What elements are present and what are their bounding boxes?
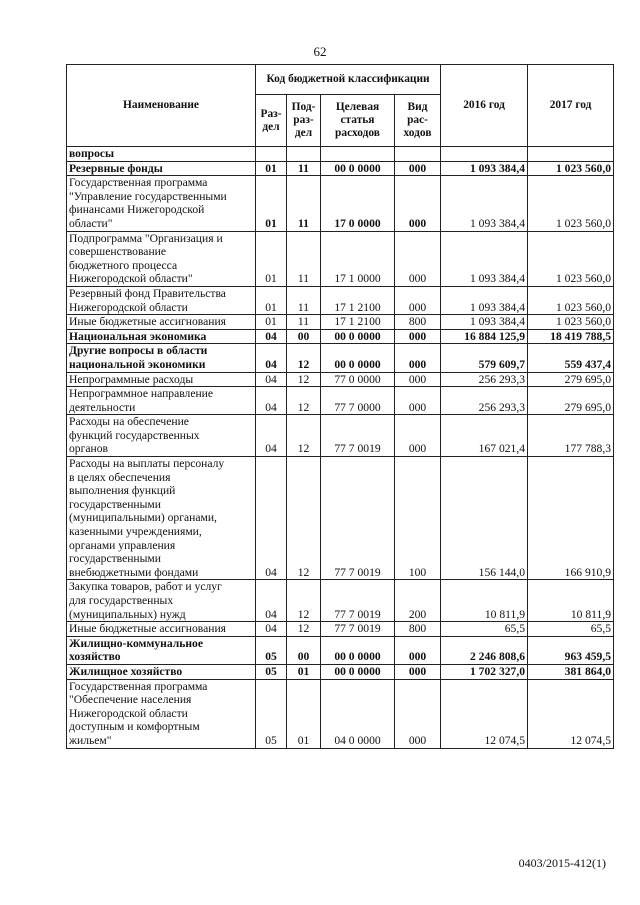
cell-2017: 12 074,5	[528, 679, 614, 748]
cell-2017: 10 811,9	[528, 580, 614, 622]
cell-2017: 177 788,3	[528, 415, 614, 457]
cell-name: Резервные фонды	[67, 161, 256, 176]
cell-podrazdel: 12	[287, 372, 321, 387]
cell-vid: 000	[395, 679, 441, 748]
cell-podrazdel: 11	[287, 315, 321, 330]
cell-name: Иные бюджетные ассигнования	[67, 622, 256, 637]
cell-2016: 65,5	[441, 622, 528, 637]
cell-2016: 167 021,4	[441, 415, 528, 457]
cell-2016: 579 609,7	[441, 344, 528, 372]
table-row	[67, 315, 614, 330]
cell-2017	[528, 147, 614, 162]
cell-2017: 18 419 788,5	[528, 329, 614, 344]
cell-razdel: 05	[256, 636, 287, 664]
cell-podrazdel: 12	[287, 622, 321, 637]
cell-razdel: 04	[256, 372, 287, 387]
cell-razdel: 01	[256, 231, 287, 286]
cell-target	[321, 147, 395, 162]
cell-vid: 800	[395, 622, 441, 637]
table-row	[67, 387, 614, 415]
cell-name: Жилищно-коммунальное хозяйство	[67, 636, 256, 664]
cell-razdel: 04	[256, 415, 287, 457]
cell-podrazdel: 12	[287, 415, 321, 457]
cell-podrazdel: 12	[287, 387, 321, 415]
cell-podrazdel	[287, 147, 321, 162]
cell-name: Расходы на обеспечение функций государственных органов	[67, 415, 256, 457]
cell-target: 04 0 0000	[321, 679, 395, 748]
table-row	[67, 415, 614, 457]
cell-podrazdel: 12	[287, 580, 321, 622]
cell-2017: 1 023 560,0	[528, 315, 614, 330]
cell-vid: 800	[395, 315, 441, 330]
cell-podrazdel: 12	[287, 344, 321, 372]
header-2016: 2016 год	[441, 65, 528, 147]
cell-target: 77 7 0019	[321, 415, 395, 457]
cell-podrazdel: 11	[287, 231, 321, 286]
cell-razdel: 04	[256, 344, 287, 372]
cell-target: 00 0 0000	[321, 329, 395, 344]
cell-vid: 000	[395, 636, 441, 664]
cell-name: Закупка товаров, работ и услуг для государственных (муниципальных) нужд	[67, 580, 256, 622]
cell-podrazdel: 11	[287, 176, 321, 231]
cell-name: Резервный фонд Правительства Нижегородской области	[67, 286, 256, 314]
cell-2017: 559 437,4	[528, 344, 614, 372]
cell-2017: 65,5	[528, 622, 614, 637]
cell-vid: 000	[395, 231, 441, 286]
cell-target: 77 7 0019	[321, 622, 395, 637]
cell-vid: 000	[395, 415, 441, 457]
cell-2017: 279 695,0	[528, 387, 614, 415]
cell-name: Другие вопросы в области национальной экономики	[67, 344, 256, 372]
cell-2017: 1 023 560,0	[528, 231, 614, 286]
table-row	[67, 636, 614, 664]
cell-razdel: 04	[256, 387, 287, 415]
cell-podrazdel: 00	[287, 636, 321, 664]
cell-2016: 1 093 384,4	[441, 231, 528, 286]
header-podrazdel: Под- раз- дел	[287, 95, 321, 147]
cell-name: Государственная программа "Обеспечение населения Нижегородской области доступным и комфортным жильем"	[67, 679, 256, 748]
cell-name: Государственная программа "Управление государственными финансами Нижегородской области"	[67, 176, 256, 231]
cell-2017: 1 023 560,0	[528, 286, 614, 314]
cell-vid: 000	[395, 286, 441, 314]
cell-target: 00 0 0000	[321, 161, 395, 176]
cell-2016: 2 246 808,6	[441, 636, 528, 664]
cell-razdel: 04	[256, 580, 287, 622]
table-row	[67, 679, 614, 748]
cell-target: 77 7 0019	[321, 457, 395, 580]
cell-razdel: 04	[256, 622, 287, 637]
header-name: Наименование	[67, 65, 256, 147]
cell-2016: 1 093 384,4	[441, 315, 528, 330]
cell-target: 17 1 0000	[321, 231, 395, 286]
cell-2017: 166 910,9	[528, 457, 614, 580]
cell-vid	[395, 147, 441, 162]
cell-podrazdel: 01	[287, 679, 321, 748]
table-row	[67, 176, 614, 231]
cell-target: 77 0 0000	[321, 372, 395, 387]
cell-name: Расходы на выплаты персоналу в целях обеспечения выполнения функций государственными (муниципальными) органами, казенными учреждениями, органами управления государственными внебюджетными фондами	[67, 457, 256, 580]
cell-razdel: 01	[256, 161, 287, 176]
cell-razdel: 05	[256, 679, 287, 748]
cell-name: Национальная экономика	[67, 329, 256, 344]
cell-2016: 12 074,5	[441, 679, 528, 748]
cell-podrazdel: 01	[287, 664, 321, 679]
table-row	[67, 231, 614, 286]
cell-2016: 156 144,0	[441, 457, 528, 580]
header-code-group: Код бюджетной классификации	[256, 65, 441, 95]
cell-2017: 1 023 560,0	[528, 176, 614, 231]
cell-podrazdel: 12	[287, 457, 321, 580]
header-target: Целевая статья расходов	[321, 95, 395, 147]
cell-target: 77 7 0019	[321, 580, 395, 622]
cell-podrazdel: 11	[287, 161, 321, 176]
cell-vid: 000	[395, 664, 441, 679]
cell-target: 17 1 2100	[321, 286, 395, 314]
cell-vid: 200	[395, 580, 441, 622]
table-row	[67, 344, 614, 372]
cell-razdel: 04	[256, 457, 287, 580]
cell-razdel: 01	[256, 286, 287, 314]
cell-2016: 16 884 125,9	[441, 329, 528, 344]
table-row	[67, 329, 614, 344]
cell-2016: 1 702 327,0	[441, 664, 528, 679]
table-row	[67, 664, 614, 679]
cell-2017: 963 459,5	[528, 636, 614, 664]
cell-2016: 1 093 384,4	[441, 161, 528, 176]
cell-target: 00 0 0000	[321, 344, 395, 372]
document-code: 0403/2015-412(1)	[518, 856, 606, 870]
cell-razdel	[256, 147, 287, 162]
cell-vid: 000	[395, 161, 441, 176]
cell-razdel: 04	[256, 329, 287, 344]
cell-2016: 256 293,3	[441, 372, 528, 387]
cell-vid: 000	[395, 387, 441, 415]
page-number: 62	[313, 44, 327, 59]
cell-target: 17 1 2100	[321, 315, 395, 330]
cell-name: Жилищное хозяйство	[67, 664, 256, 679]
table-row	[67, 161, 614, 176]
table-row	[67, 580, 614, 622]
table-body	[67, 147, 614, 749]
cell-2017: 1 023 560,0	[528, 161, 614, 176]
cell-target: 00 0 0000	[321, 664, 395, 679]
cell-2016	[441, 147, 528, 162]
header-razdel: Раз- дел	[256, 95, 287, 147]
table-row	[67, 622, 614, 637]
budget-table	[66, 64, 614, 749]
cell-name: Непрограммные расходы	[67, 372, 256, 387]
cell-2016: 1 093 384,4	[441, 176, 528, 231]
cell-2016: 256 293,3	[441, 387, 528, 415]
cell-name: Непрограммное направление деятельности	[67, 387, 256, 415]
cell-2017: 279 695,0	[528, 372, 614, 387]
cell-vid: 000	[395, 344, 441, 372]
table-row	[67, 286, 614, 314]
cell-target: 77 7 0000	[321, 387, 395, 415]
table-row	[67, 147, 614, 162]
cell-razdel: 01	[256, 315, 287, 330]
cell-2016: 1 093 384,4	[441, 286, 528, 314]
cell-2017: 381 864,0	[528, 664, 614, 679]
cell-vid: 000	[395, 176, 441, 231]
cell-podrazdel: 00	[287, 329, 321, 344]
cell-target: 00 0 0000	[321, 636, 395, 664]
cell-name: Иные бюджетные ассигнования	[67, 315, 256, 330]
cell-vid: 000	[395, 372, 441, 387]
cell-vid: 000	[395, 329, 441, 344]
cell-vid: 100	[395, 457, 441, 580]
header-2017: 2017 год	[528, 65, 614, 147]
cell-target: 17 0 0000	[321, 176, 395, 231]
cell-2016: 10 811,9	[441, 580, 528, 622]
cell-razdel: 05	[256, 664, 287, 679]
cell-podrazdel: 11	[287, 286, 321, 314]
table-row	[67, 372, 614, 387]
cell-name: Подпрограмма "Организация и совершенствование бюджетного процесса Нижегородской области"	[67, 231, 256, 286]
table-row	[67, 457, 614, 580]
header-vid: Вид рас- ходов	[395, 95, 441, 147]
cell-razdel: 01	[256, 176, 287, 231]
cell-name: вопросы	[67, 147, 256, 162]
